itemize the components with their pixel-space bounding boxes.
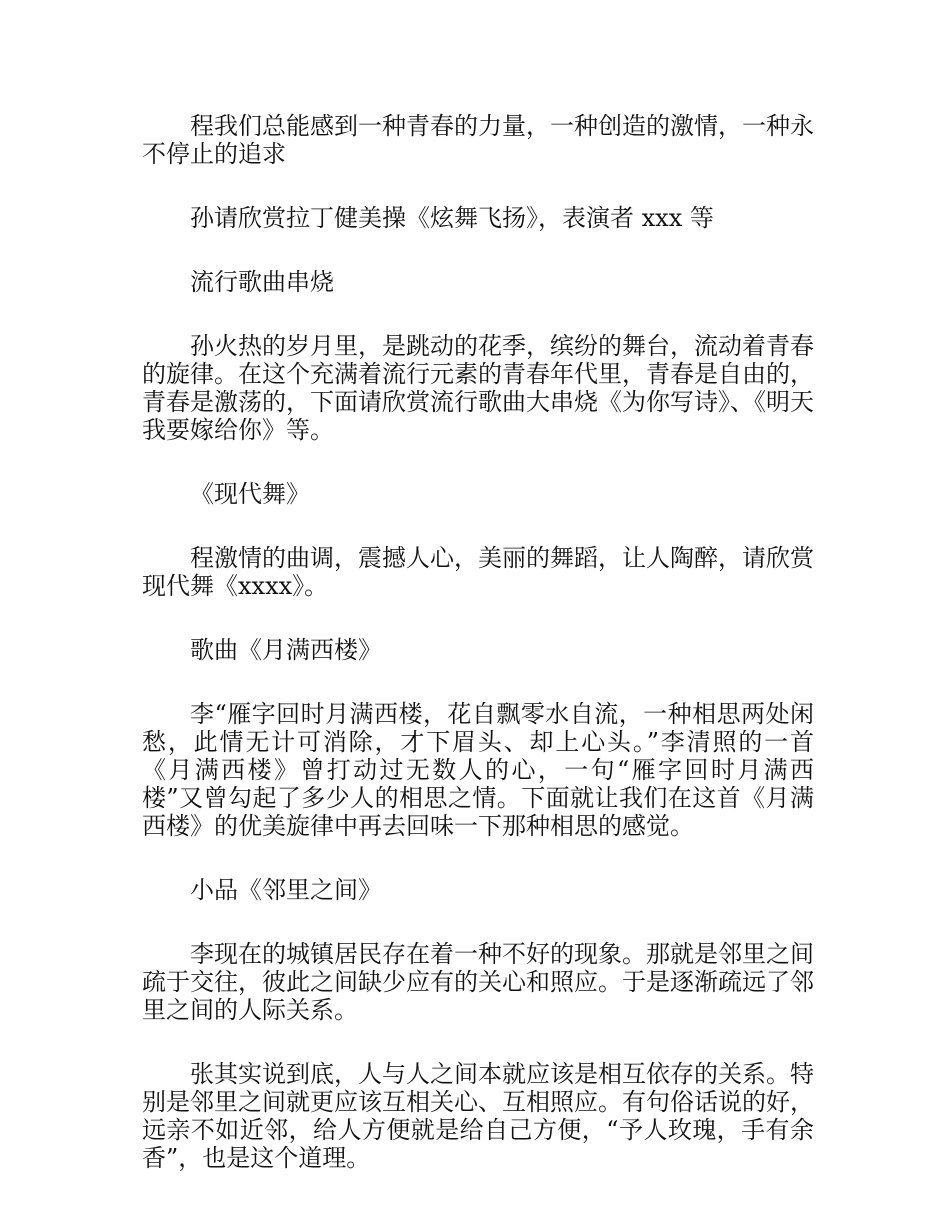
program-title-pop-medley: 流行歌曲串烧: [190, 268, 334, 296]
paragraph-sketch-closing: 张其实说到底，人与人之间本就应该是相互依存的关系。特别是邻里之间就更应该互相关心、互相照应。有句俗话说的好，远亲不如近邻，给人方便就是给自己方便，“予人玫瑰，手有余香”，也是这个道理。: [142, 1060, 814, 1172]
paragraph-intro-continuation: 程我们总能感到一种青春的力量，一种创造的激情，一种永不停止的追求: [142, 112, 814, 168]
paragraph-modern-dance: 程激情的曲调，震撼人心，美丽的舞蹈，让人陶醉，请欣赏现代舞《xxxx》。: [142, 544, 814, 600]
paragraph-sketch-intro: 李现在的城镇居民存在着一种不好的现象。那就是邻里之间疏于交往，彼此之间缺少应有的关心和照应。于是逐渐疏远了邻里之间的人际关系。: [142, 940, 814, 1024]
program-title-modern-dance: 《现代舞》: [190, 480, 310, 508]
paragraph-pop-medley: 孙火热的岁月里，是跳动的花季，缤纷的舞台，流动着青春的旋律。在这个充满着流行元素的青春年代里，青春是自由的，青春是激荡的，下面请欣赏流行歌曲大串烧《为你写诗》、《明天我要嫁给你》等。: [142, 332, 814, 444]
paragraph-latin-aerobics: 孙请欣赏拉丁健美操《炫舞飞扬》，表演者 xxx 等: [190, 204, 714, 232]
program-title-sketch: 小品《邻里之间》: [190, 876, 382, 904]
program-title-song: 歌曲《月满西楼》: [190, 636, 382, 664]
paragraph-song: 李“雁字回时月满西楼，花自飘零水自流，一种相思两处闲愁，此情无计可消除，才下眉头、却上心头。”李清照的一首《月满西楼》曾打动过无数人的心，一句“雁字回时月满西楼”又曾勾起了多少人的相思之情。下面就让我们在这首《月满西楼》的优美旋律中再去回味一下那种相思的感觉。: [142, 700, 814, 840]
